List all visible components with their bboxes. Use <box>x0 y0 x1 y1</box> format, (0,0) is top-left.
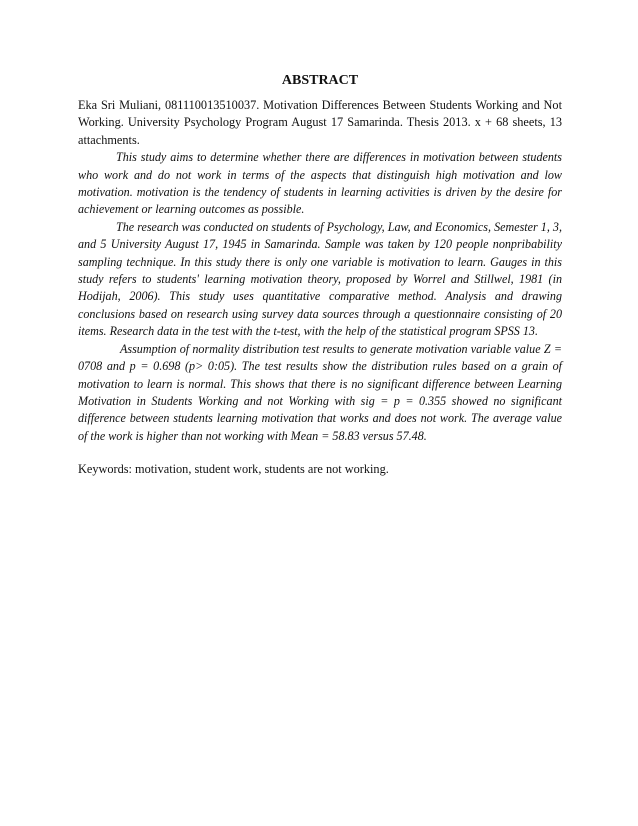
keywords-line: Keywords: motivation, student work, students are not working. <box>78 462 389 477</box>
author-citation: Eka Sri Muliani, 081110013510037. Motivation Differences Between Students Working and Not Working. University Psychology Program August 17 Samarinda. Thesis 2013. x + 68 sheets, 13 attachments. <box>78 98 562 147</box>
abstract-paragraph-1: This study aims to determine whether there are differences in motivation between students who work and do not work in terms of the aspects that distinguish high motivation and low motivation. motivation is the tendency of students in learning activities is driven by the desire for achievement or learning outcomes as possible. <box>78 150 562 217</box>
abstract-paragraph-3: Assumption of normality distribution test results to generate motivation variable value Z = 0708 and p = 0.698 (p> 0:05). The test results show the distribution rules based on a grain of motivation to learn is normal. This shows that there is no significant difference between Learning Motivation in Students Working and not Working with sig = p = 0.355 showed no significant difference between students learning motivation that works and does not work. The average value of the work is higher than not working with Mean = 58.83 versus 57.48. <box>78 341 562 443</box>
abstract-paragraph-2: The research was conducted on students of Psychology, Law, and Economics, Semester 1, 3, and 5 University August 17, 1945 in Samarinda. Sample was taken by 120 people nonpribability sampling technique. In this study there is only one variable is motivation to learn. Gauges in this study refers to students' learning motivation theory, proposed by Worrel and Stillwel, 1981 (in Hodijah, 2006). This study uses quantitative comparative method. Analysis and drawing conclusions based on research using survey data sources through a questionnaire consisting of 20 items. Research data in the test with the t-test, with the help of the statistical program SPSS 13. <box>78 219 562 339</box>
document-page <box>78 72 562 479</box>
abstract-title: ABSTRACT <box>281 73 359 88</box>
